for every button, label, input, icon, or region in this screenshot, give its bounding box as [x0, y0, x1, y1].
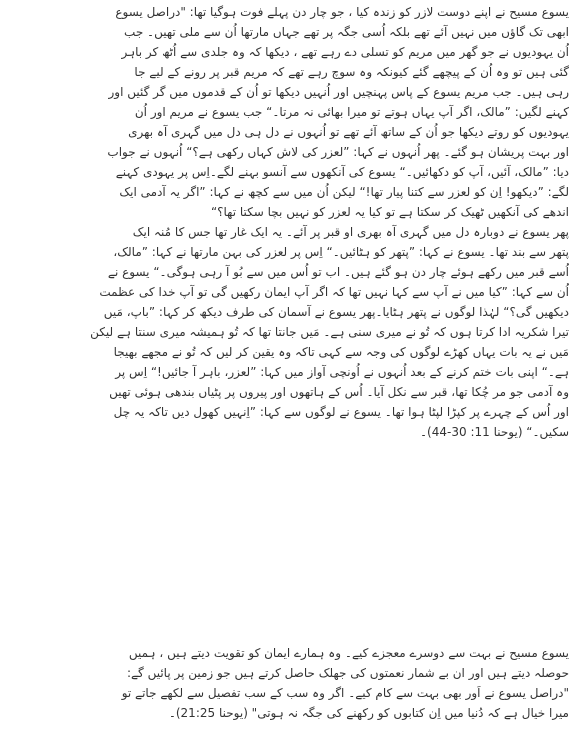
text-line: میرا خیال ہے کہ دُنیا میں اِن کتابوں کو رکھنے کی جگہ نہ ہوتی" (یوحنا 21:25)۔ [168, 706, 569, 720]
text-line: اندھے کی آنکھیں ٹھیک کر سکتا ہے تو کیا یہ لعزر کو نہیں بچا سکتا تھا؟“ [210, 205, 569, 219]
text-line: حوصلہ دیتے ہیں اور ان بے شمار نعمتوں کی جھلک حاصل کرتے ہیں جو زمین پر پائیں گے: [126, 666, 569, 680]
text-line: اُسے قبر میں رکھے ہوئے چار دن ہو گئے ہیں۔ اب تو اُس میں سے بُو آ رہی ہوگی۔“ یسوع نے [107, 265, 569, 279]
article-paragraph-1 [8, 2, 569, 617]
text-line: دیا: ”مالک، آئیں، آپ کو دکھائیں۔“ یسوع کی آنکھوں سے آنسو بہنے لگے۔اِس پر یہودی کہنے [115, 165, 569, 179]
text-line: یسوع مسیح نے اپنے دوست لازر کو زندہ کیا ، جو چار دن پہلے فوت ہوگیا تھا: "دراصل یسوع [115, 5, 569, 19]
text-line: وہ آدمی جو مر چُکا تھا، قبر سے نکل آیا۔ اُس کے ہاتھوں اور پیروں پر پٹیاں بندھی ہوئی تھیں [109, 385, 569, 399]
text-line: اور بہت پریشان ہو گئے۔ پھر اُنہوں نے کہا: ”لعزر کی لاش کہاں رکھی ہے؟“ اُنہوں نے جواب [107, 145, 569, 159]
text-line: گئی ہیں تو وہ اُن کے پیچھے گئے کیونکہ وہ سوچ رہے تھے کہ مریم قبر پر رونے کے لیے جا [134, 65, 569, 79]
text-line: سکیں۔“ (یوحنا 11: 30-44)۔ [420, 425, 569, 439]
text-line: ہے۔“ اپنی بات ختم کرنے کے بعد اُنہوں نے اُونچی آواز میں کہا: ”لعزر، باہر آ جائیں!“ اِس پر [115, 365, 569, 379]
text-line: پتھر سے بند تھا۔ یسوع نے کہا: ”پتھر کو ہٹائیں۔“ اِس پر لعزر کی بہن مارتھا نے کہا: ”مالک، [113, 245, 569, 259]
text-line: تیرا شکریہ ادا کرتا ہوں کہ تُو نے میری سنی ہے۔ مَیں جانتا تھا کہ تُو ہمیشہ میری سنتا ہے لیکن [90, 325, 569, 339]
text-line: اُن یہودیوں نے جو گھر میں مریم کو تسلی دے رہے تھے ، دیکھا کہ وہ جلدی سے اُٹھ کر باہر [121, 45, 569, 59]
text-line: ابھی تک گاؤں میں نہیں آئے تھے بلکہ اُسی جگہ پر تھے جہاں مارتھا اُن سے ملی تھیں۔ جب [124, 25, 569, 39]
text-line: دیکھیں گی؟“ لہٰذا لوگوں نے پتھر ہٹایا۔پھر یسوع نے آسمان کی طرف دیکھ کر کہا: ”باپ، مَیں [103, 305, 569, 319]
text-line: اُن سے کہا: ”کیا میں نے آپ سے کہا نہیں تھا کہ اگر آپ ایمان رکھیں گی تو آپ خدا کی عظمت [99, 285, 569, 299]
text-line: لگے: ”دیکھو! اِن کو لعزر سے کتنا پیار تھا!“ لیکن اُن میں سے کچھ نے کہا: ”اگر یہ آدمی ایک [119, 185, 569, 199]
text-line: اور اُس کے چہرے پر کپڑا لپٹا ہوا تھا۔ یسوع نے لوگوں سے کہا: ”اِنہیں کھول دیں تاکہ یہ چل [113, 405, 569, 419]
text-line: "دراصل یسوع نے اَور بھی بہت سے کام کیے۔ اگر وہ سب کے سب تفصیل سے لکھے جاتے تو [121, 686, 569, 700]
text-line: پھر یسوع نے دوبارہ دل میں گہری آہ بھری او قبر پر آئے۔ یہ ایک غار تھا جس کا مُنہ ایک [132, 225, 569, 239]
text-line: کہنے لگیں: ”مالک، اگر آپ یہاں ہوتے تو میرا بھائی نہ مرتا۔“ جب یسوع نے مریم اور اُن [134, 105, 569, 119]
text-line: یسوع مسیح نے بہت سے دوسرے معجزے کیے۔ وہ ہمارے ایمان کو تقویت دیتے ہیں ، ہمیں [128, 646, 569, 660]
text-line: مَیں نے یہ بات یہاں کھڑے لوگوں کی وجہ سے کہی تاکہ وہ یقین کر لیں کہ تُو نے مجھے بھیجا [113, 345, 569, 359]
text-line: رہی ہیں۔ جب مریم یسوع کے پاس پہنچیں اور اُنہیں دیکھا تو اُن کے قدموں میں گر گئیں اور [108, 85, 569, 99]
article-paragraph-2 [8, 643, 569, 755]
text-line: یہودیوں کو روتے دیکھا جو اُن کے ساتھ آئے تھے تو اُنہوں نے دل ہی دل میں گہری آہ بھری [128, 125, 569, 139]
